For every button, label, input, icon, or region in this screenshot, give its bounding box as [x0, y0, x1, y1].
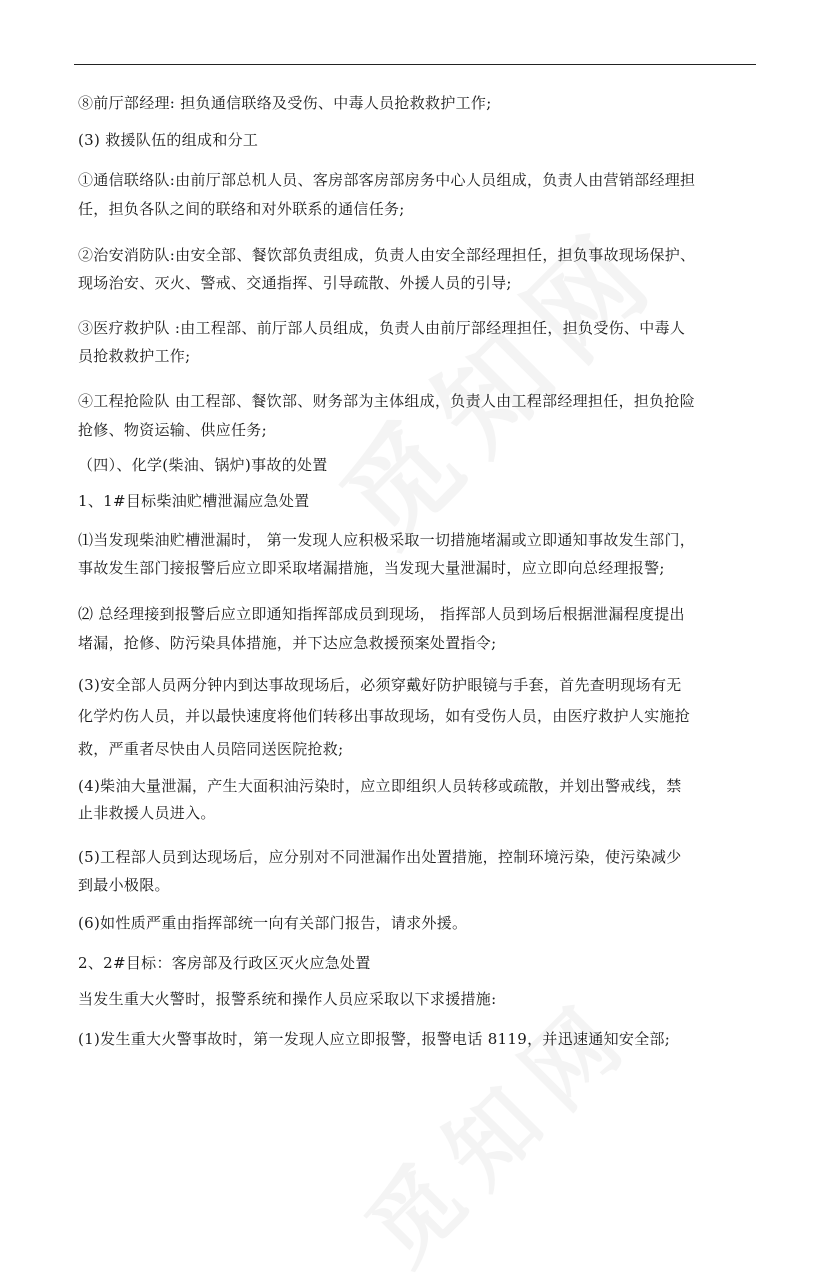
- paragraph-line: 化学灼伤人员，并以最快速度将他们转移出事故现场，如有受伤人员，由医疗救护人实施抢: [78, 707, 691, 725]
- header-rule: [74, 64, 756, 65]
- paragraph-line: 事故发生部门接报警后应立即采取堵漏措施，当发现大量泄漏时，应立即向总经理报警;: [78, 559, 665, 577]
- paragraph-line: 员抢救救护工作;: [78, 347, 191, 365]
- paragraph-line: (5)工程部人员到达现场后，应分别对不同泄漏作出处置措施，控制环境污染，使污染减少: [78, 848, 682, 866]
- paragraph-line: 救，严重者尽快由人员陪同送医院抢救;: [78, 740, 344, 758]
- paragraph-line: 抢修、物资运输、供应任务;: [78, 421, 267, 439]
- paragraph-line: (1)发生重大火警事故时，第一发现人应立即报警，报警电话 8119，并迅速通知安全部;: [78, 1030, 671, 1048]
- paragraph-line: (6)如性质严重由指挥部统一向有关部门报告，请求外援。: [78, 914, 468, 932]
- paragraph-line: 到最小极限。: [78, 876, 170, 894]
- paragraph-line: 堵漏，抢修、防污染具体措施，并下达应急救援预案处置指令;: [78, 634, 497, 652]
- paragraph-line: (4)柴油大量泄漏，产生大面积油污染时，应立即组织人员转移或疏散，并划出警戒线，禁: [78, 777, 682, 795]
- subsection-heading: 2、2#目标：客房部及行政区灭火应急处置: [78, 954, 371, 972]
- paragraph-line: ④工程抢险队 由工程部、餐饮部、财务部为主体组成，负责人由工程部经理担任，担负抢险: [78, 392, 696, 410]
- watermark: [301, 185, 688, 572]
- paragraph-line: ⑵ 总经理接到报警后应立即通知指挥部成员到现场， 指挥部人员到场后根据泄漏程度提出: [78, 605, 685, 623]
- paragraph-line: 任，担负各队之间的联络和对外联系的通信任务;: [78, 200, 405, 218]
- section-heading: (3) 救援队伍的组成和分工: [78, 131, 259, 149]
- paragraph-line: 当发生重大火警时，报警系统和操作人员应采取以下求援措施:: [78, 990, 497, 1008]
- paragraph-line: 止非救援人员进入。: [78, 804, 216, 822]
- paragraph-line: ③医疗救护队 :由工程部、前厅部人员组成，负责人由前厅部经理担任，担负受伤、中毒人: [78, 319, 686, 337]
- section-heading: （四）、化学(柴油、锅炉)事故的处置: [78, 456, 328, 474]
- watermark-bottom: [332, 962, 657, 1287]
- paragraph-line: 现场治安、灭火、警戒、交通指挥、引导疏散、外援人员的引导;: [78, 274, 512, 292]
- paragraph-line: ①通信联络队:由前厅部总机人员、客房部客房部房务中心人员组成，负责人由营销部经理担: [78, 171, 696, 189]
- paragraph-line: ⑧前厅部经理: 担负通信联络及受伤、中毒人员抢救救护工作;: [78, 94, 492, 112]
- paragraph-line: (3)安全部人员两分钟内到达事故现场后，必须穿戴好防护眼镜与手套，首先查明现场有无: [78, 676, 682, 694]
- subsection-heading: 1、1#目标柴油贮槽泄漏应急处置: [78, 492, 310, 510]
- paragraph-line: ②治安消防队:由安全部、餐饮部负责组成，负责人由安全部经理担任，担负事故现场保护、: [78, 246, 696, 264]
- paragraph-line: ⑴当发现柴油贮槽泄漏时， 第一发现人应积极采取一切措施堵漏或立即通知事故发生部门，: [78, 531, 696, 549]
